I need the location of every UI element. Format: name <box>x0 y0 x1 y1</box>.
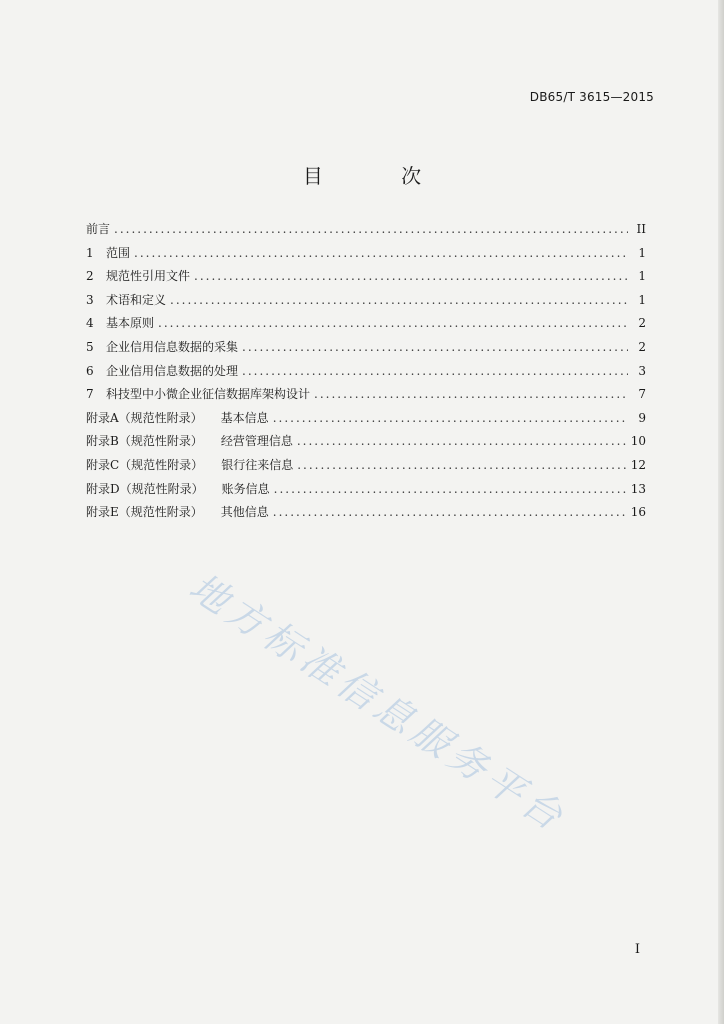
toc-entry-3[interactable] <box>86 289 646 313</box>
toc-page-number: 3 <box>638 363 646 378</box>
toc-label: 附录D（规范性附录） <box>86 481 204 496</box>
toc-leader-dots <box>114 218 628 242</box>
toc-leader-dots <box>297 430 627 454</box>
page-edge-shadow <box>718 0 724 1024</box>
toc-leader-dots <box>314 383 628 407</box>
toc-leader-dots <box>134 242 628 266</box>
toc-leader-dots <box>194 265 628 289</box>
toc-label: 术语和定义 <box>106 292 167 307</box>
toc-page-number: II <box>636 222 646 236</box>
toc-page-number: 13 <box>630 481 646 496</box>
toc-entry-appendix-c[interactable] <box>86 454 646 478</box>
toc-leader-dots <box>297 454 627 478</box>
toc-leader-dots <box>170 289 628 313</box>
toc-entry-appendix-d[interactable] <box>86 478 646 502</box>
toc-entry-4[interactable] <box>86 312 646 336</box>
table-of-contents <box>86 218 646 525</box>
toc-page-number: 2 <box>638 316 646 331</box>
toc-leader-dots <box>274 478 627 502</box>
toc-page-number: 1 <box>638 292 646 307</box>
toc-label: 规范性引用文件 <box>106 269 191 284</box>
toc-entry-5[interactable] <box>86 336 646 360</box>
toc-label: 科技型中小微企业征信数据库架构设计 <box>106 387 311 402</box>
toc-section-number: 7 <box>86 387 94 402</box>
toc-section-number: 1 <box>86 245 94 260</box>
toc-entry-appendix-a[interactable] <box>86 407 646 431</box>
page-title: 目 次 <box>302 164 458 188</box>
toc-page-number: 16 <box>630 505 646 520</box>
toc-appendix-title: 银行往来信息 <box>221 457 294 472</box>
watermark: 地方标准信息服务平台 <box>181 564 575 842</box>
toc-entry-7[interactable] <box>86 383 646 407</box>
toc-section-number: 5 <box>86 339 94 354</box>
toc-section-number: 6 <box>86 363 94 378</box>
toc-page-number: 7 <box>638 387 646 402</box>
toc-label: 企业信用信息数据的处理 <box>106 363 239 378</box>
toc-page-number: 9 <box>638 410 646 425</box>
toc-page-number: 12 <box>630 457 646 472</box>
toc-section-number: 4 <box>86 316 94 331</box>
toc-label: 附录B（规范性附录） <box>86 434 203 449</box>
toc-label: 范围 <box>106 245 131 260</box>
toc-page-number: 10 <box>630 434 646 449</box>
toc-leader-dots <box>158 312 628 336</box>
toc-appendix-title: 其他信息 <box>220 505 269 520</box>
toc-label: 附录C（规范性附录） <box>86 457 204 472</box>
toc-entry-appendix-b[interactable] <box>86 430 646 454</box>
toc-leader-dots <box>242 360 628 384</box>
toc-label: 前言 <box>86 222 111 236</box>
toc-section-number: 3 <box>86 292 94 307</box>
toc-leader-dots <box>273 407 628 431</box>
toc-section-number: 2 <box>86 269 94 284</box>
toc-entry-6[interactable] <box>86 360 646 384</box>
document-code: DB65/T 3615—2015 <box>529 90 654 104</box>
toc-entry-appendix-e[interactable] <box>86 501 646 525</box>
toc-appendix-title: 账务信息 <box>221 481 270 496</box>
toc-page-number: 1 <box>638 269 646 284</box>
toc-entry-2[interactable] <box>86 265 646 289</box>
toc-label: 基本原则 <box>106 316 155 331</box>
toc-appendix-title: 基本信息 <box>220 410 269 425</box>
toc-appendix-title: 经营管理信息 <box>220 434 293 449</box>
toc-entry-foreword[interactable] <box>86 218 646 242</box>
toc-entry-1[interactable] <box>86 242 646 266</box>
toc-label: 企业信用信息数据的采集 <box>106 339 239 354</box>
toc-leader-dots <box>273 501 627 525</box>
toc-page-number: 2 <box>638 339 646 354</box>
toc-leader-dots <box>242 336 628 360</box>
footer-page-number: I <box>634 942 640 957</box>
toc-label: 附录E（规范性附录） <box>86 505 203 520</box>
toc-page-number: 1 <box>638 245 646 260</box>
toc-label: 附录A（规范性附录） <box>86 410 203 425</box>
